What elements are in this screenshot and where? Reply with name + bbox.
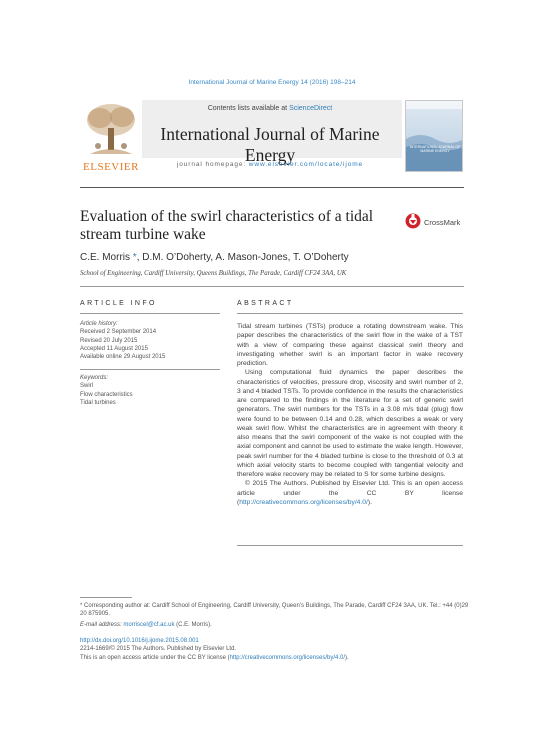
crossmark-label: CrossMark: [424, 218, 461, 227]
keywords-rule: [80, 369, 220, 370]
keyword-item: Tidal turbines: [80, 399, 116, 406]
abstract-heading: ABSTRACT: [237, 300, 294, 307]
publisher-logo-text: ELSEVIER: [83, 161, 139, 173]
journal-citation[interactable]: International Journal of Marine Energy 14 (2016) 198–214: [188, 79, 356, 86]
homepage-link[interactable]: www.elsevier.com/locate/ijome: [248, 161, 364, 168]
keywords-label: Keywords:: [80, 375, 109, 381]
abstract-paragraph-1: Tidal stream turbines (TSTs) produce a rotating downstream wake. This paper describes the characteristics of the swirl flow in the wake of a TST with a view of comparing these against classical swirl theory and investigating whether swirl is an important factor in wake recovery prediction.: [237, 323, 463, 367]
article-info-heading: ARTICLE INFO: [80, 300, 157, 307]
footnote-rule: [80, 597, 132, 598]
crossmark-badge[interactable]: [405, 212, 465, 232]
history-label: Article history:: [80, 321, 118, 327]
cover-title: INTERNATIONAL JOURNAL OF MARINE ENERGY: [409, 145, 461, 153]
contents-prefix: Contents lists available at: [207, 105, 290, 112]
elsevier-tree-icon: [80, 100, 142, 160]
bottom-matter: [80, 637, 470, 662]
first-author[interactable]: C.E. Morris: [80, 252, 133, 263]
other-authors: , D.M. O’Doherty, A. Mason-Jones, T. O’Doherty: [136, 252, 349, 263]
history-online: Available online 29 August 2015: [80, 354, 166, 361]
keyword-item: Flow characteristics: [80, 391, 133, 398]
license-link[interactable]: http://creativecommons.org/licenses/by/4.0/: [239, 498, 368, 506]
email-label: E-mail address:: [80, 621, 124, 628]
affiliation-rule: [80, 286, 464, 287]
corresponding-author-note: * Corresponding author at: Cardiff School of Engineering, Cardiff University, Queen’s Buildings, The Parade, Cardiff CF24 3AA, UK. Tel.: +44 (0)29 20 875905.: [80, 603, 469, 618]
journal-cover-image[interactable]: [405, 100, 463, 172]
license-line: [80, 654, 470, 662]
copyright-notice: [237, 479, 463, 507]
email-link[interactable]: morriscel@cf.ac.uk: [123, 621, 175, 628]
issn-line: 2214-1669/© 2015 The Authors. Published by Elsevier Ltd.: [80, 646, 237, 653]
article-info-rule: [80, 313, 220, 314]
corresponding-author-mark[interactable]: *: [132, 252, 137, 263]
copyright-text: © 2015 The Authors. Published by Elsevier Ltd. This is an open access article under the CC BY license (: [237, 480, 463, 506]
affiliation: School of Engineering, Cardiff University, Queens Buildings, The Parade, Cardiff CF24 3AA, UK: [80, 270, 347, 277]
crossmark-icon: [405, 212, 421, 230]
license-end: ).: [345, 654, 349, 661]
publisher-logo[interactable]: [80, 100, 142, 172]
article-history: [80, 320, 220, 361]
email-suffix: (C.E. Morris).: [174, 621, 212, 628]
license-url-link[interactable]: http://creativecommons.org/licenses/by/4.0/: [229, 654, 346, 661]
keywords: [80, 374, 220, 407]
article-title: Evaluation of the swirl characteristics of a tidal stream turbine wake: [80, 208, 374, 243]
email-note: [80, 621, 470, 629]
cover-wave-icon: [406, 101, 463, 172]
history-received: Received 2 September 2014: [80, 329, 157, 336]
homepage-prefix: journal homepage:: [176, 161, 249, 168]
keyword-item: Swirl: [80, 383, 93, 390]
contents-line: [148, 105, 392, 112]
license-text: This is an open access article under the CC BY license (: [80, 654, 230, 661]
history-accepted: Accepted 11 August 2015: [80, 345, 148, 352]
author-list: [80, 252, 470, 263]
copyright-end: ).: [367, 498, 372, 506]
doi-link[interactable]: http://dx.doi.org/10.1016/j.ijome.2015.08.001: [80, 638, 199, 644]
sciencedirect-link[interactable]: ScienceDirect: [289, 105, 333, 112]
abstract-end-rule: [237, 545, 463, 546]
footnotes: [80, 602, 470, 629]
header-rule: [80, 187, 464, 188]
abstract-rule: [237, 313, 463, 314]
history-revised: Revised 20 July 2015: [80, 337, 138, 344]
journal-title[interactable]: International Journal of Marine Energy: [160, 124, 380, 165]
abstract-body: [237, 322, 463, 507]
journal-homepage: [148, 161, 392, 168]
abstract-paragraph-2: Using computational fluid dynamics the paper describes the characteristics of velocities, pressure drop, viscosity and swirl number of 2, 3 and 4 bladed TSTs. To provide confidence in the results the characteristics are compared to the findings in the literature for a set of generic swirl generators. The swirl numbers for the TSTs in a 3.08 m/s tidal (plug) flow were found to be between 0.14 and 0.28, which describes a weak or very weak swirl flow. Whilst the characteristics are in agreement with theory it also means that the swirl component of the wake is not coupled with the axial component and cannot be used to estimate the wake length. However, peak swirl number for the 4 bladed turbine is close to the threshold of 0.3 at which axial velocity starts to become coupled with tangential velocity and therefore wake recovery may be related to S for some turbine designs.: [237, 369, 463, 478]
